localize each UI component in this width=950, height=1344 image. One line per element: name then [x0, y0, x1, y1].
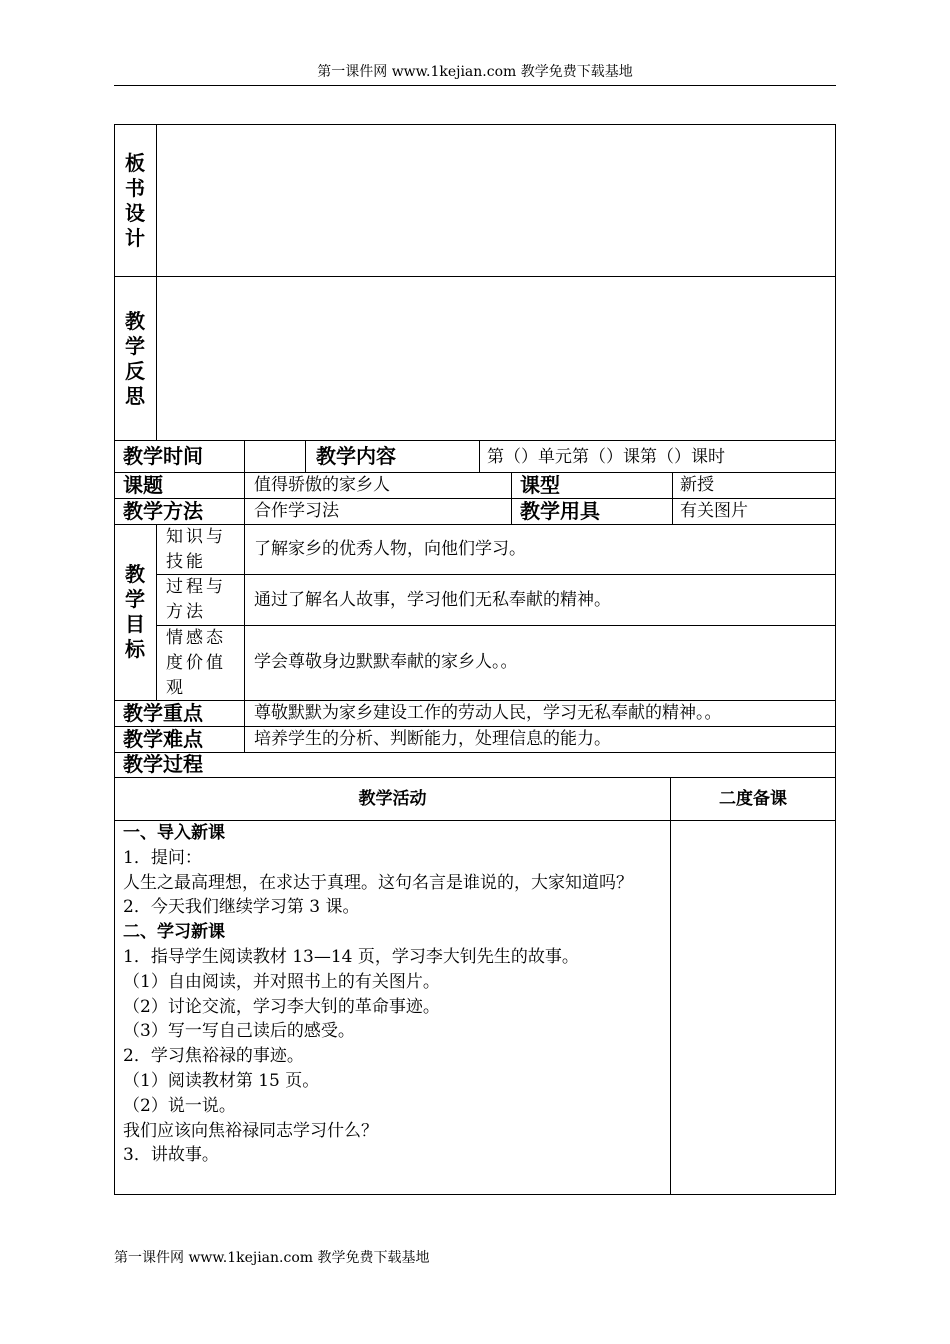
process-line: 1．指导学生阅读教材 13—14 页，学习李大钊先生的故事。 [123, 946, 579, 967]
objective-category: 情感态度价值观 [166, 628, 226, 698]
difficulty-label: 教学难点 [123, 727, 203, 751]
blackboard-label: 板书设计 [125, 151, 145, 250]
process-line: 2．学习焦裕禄的事迹。 [123, 1046, 304, 1067]
col-divider [156, 124, 157, 440]
tools-value: 有关图片 [680, 501, 748, 521]
objectives-label: 教学目标 [125, 562, 145, 661]
row-divider [114, 752, 836, 753]
col-divider [305, 440, 306, 472]
objective-category: 知识与技能 [166, 527, 226, 572]
col-divider [479, 440, 480, 472]
reflection-label: 教学反思 [125, 309, 145, 408]
process-line: （2）讨论交流，学习李大钊的革命事迹。 [123, 996, 440, 1017]
process-line: （1）自由阅读，并对照书上的有关图片。 [123, 971, 440, 992]
key-point-label: 教学重点 [123, 701, 203, 725]
objective-category: 过程与方法 [166, 577, 226, 622]
process-line: 1．提问： [123, 847, 202, 868]
activity-content [123, 821, 665, 1168]
notes-column-header: 二度备课 [719, 789, 787, 809]
page-header: 第一课件网 www.1kejian.com 教学免费下载基地 [317, 64, 633, 80]
lesson-type-value: 新授 [680, 475, 714, 495]
row-divider [114, 440, 836, 441]
process-line: 二、学习新课 [123, 922, 225, 943]
process-line: 2．今天我们继续学习第 3 课。 [123, 897, 360, 918]
page-footer: 第一课件网 www.1kejian.com 教学免费下载基地 [114, 1250, 430, 1266]
process-line: 人生之最高理想，在求达于真理。这句名言是谁说的，大家知道吗？ [123, 872, 633, 893]
time-label: 教学时间 [123, 444, 203, 468]
col-divider [244, 440, 245, 752]
objective-text: 学会尊敬身边默默奉献的家乡人。。 [254, 652, 518, 672]
objective-text: 通过了解名人故事，学习他们无私奉献的精神。 [254, 590, 611, 610]
objective-text: 了解家乡的优秀人物，向他们学习。 [254, 539, 526, 559]
process-line: 3．讲故事。 [123, 1145, 219, 1166]
process-label: 教学过程 [123, 752, 203, 776]
col-divider [156, 524, 157, 700]
col-divider [511, 472, 512, 524]
row-divider [114, 777, 836, 778]
row-divider [156, 625, 836, 626]
header-divider [114, 85, 836, 86]
topic-value: 值得骄傲的家乡人 [254, 475, 390, 495]
process-line: 一、导入新课 [123, 823, 225, 843]
row-divider [114, 276, 836, 277]
content-label: 教学内容 [316, 444, 396, 468]
process-line: （1）阅读教材第 15 页。 [123, 1070, 320, 1091]
lesson-type-label: 课型 [520, 473, 560, 497]
tools-label: 教学用具 [520, 499, 600, 523]
activity-column-header: 教学活动 [358, 789, 427, 809]
key-point-value: 尊敬默默为家乡建设工作的劳动人民，学习无私奉献的精神。。 [254, 703, 722, 723]
row-divider [114, 472, 836, 473]
row-divider [156, 574, 836, 575]
col-divider [672, 472, 673, 524]
process-line: （2）说一说。 [123, 1095, 236, 1116]
process-line: 我们应该向焦裕禄同志学习什么？ [123, 1120, 378, 1141]
method-label: 教学方法 [123, 499, 203, 523]
topic-label: 课题 [123, 473, 163, 497]
process-line: （3）写一写自己读后的感受。 [123, 1021, 355, 1042]
content-value: 第（）单元第（）课第（）课时 [487, 447, 725, 467]
method-value: 合作学习法 [254, 501, 339, 521]
col-divider [670, 777, 671, 1195]
difficulty-value: 培养学生的分析、判断能力，处理信息的能力。 [254, 729, 611, 749]
